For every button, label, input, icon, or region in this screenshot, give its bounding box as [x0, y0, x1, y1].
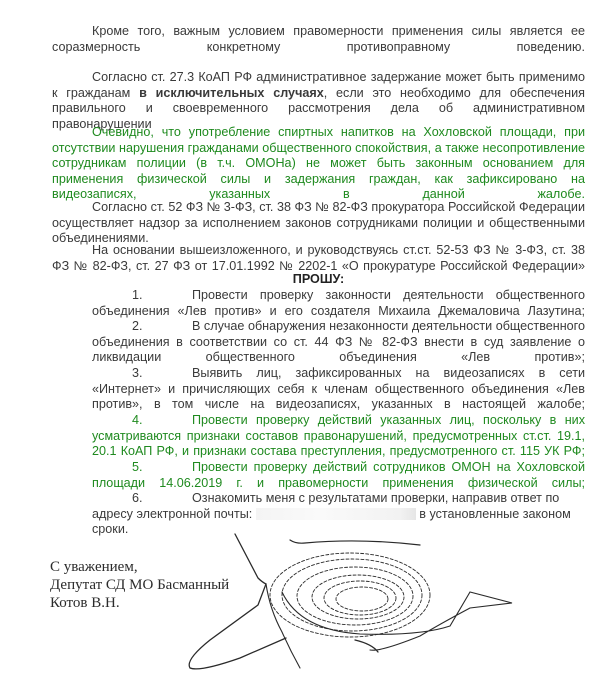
p2-post: , если это необходимо для обеспечения правильного и своевременного рассмотрения дела об административном правонарушении — [52, 85, 585, 131]
request-text: Провести проверку законности деятельности общественного объединения «Лев против» и его создателя Михаила Джемаловича Лазутина; — [92, 288, 585, 318]
paragraph-khokhlovskaya-highlight: Очевидно, что употребление спиртных напитков на Хохловской площади, при отсутствии нарушения гражданами общественного спокойствия, а также несопротивление сотрудникам полиции (в т.ч. ОМОНа) не может быть законным основанием для применения физической силы и задержания граждан, как зафиксировано на видеозаписях, указанных в данной жалобе. — [52, 125, 585, 201]
request-item-3 — [92, 366, 585, 413]
paragraph-koap-27-3 — [52, 70, 585, 132]
request-item-2 — [92, 319, 585, 366]
paragraph-legal-basis: На основании вышеизложенного, и руководствуясь ст.ст. 52-53 ФЗ № 3-ФЗ, ст. 38 ФЗ № 82-ФЗ, ст. 27 ФЗ от 17.01.1992 № 2202-1 «О прокуратуре Российской Федерации» — [52, 243, 585, 273]
request-number: 3. — [132, 366, 143, 380]
signature-title: Депутат СД МО Басманный — [50, 577, 230, 593]
request-text-pre: Ознакомить меня с результатами проверки, направив ответ по адресу электронной почты: — [92, 491, 560, 521]
paragraph-proportionality: Кроме того, важным условием правомерности применения силы является ее соразмерность конкретному противоправному поведению. — [52, 24, 585, 54]
request-number: 1. — [132, 288, 143, 302]
request-text-post: в установленные законом сроки. — [92, 506, 571, 536]
signature-name: Котов В.Н. — [50, 595, 120, 611]
handwritten-signature-icon — [0, 500, 616, 676]
request-text: В случае обнаружения незаконности деятельности общественного объединения в соответствии со ст. 44 ФЗ № 82-ФЗ внести в суд заявление о ликвидации общественного объединения «Лев против»; — [92, 319, 585, 364]
request-text: Провести проверку действий указанных лиц, поскольку в них усматриваются признаки составов правонарушений, предусмотренных ст.ст. 19.1, 20.1 КоАП РФ, и признаки состава преступления, предусмотренного ст. 115 УК РФ; — [92, 413, 585, 458]
request-item-1 — [92, 288, 585, 319]
request-number: 6. — [132, 491, 143, 505]
p2-pre: Согласно ст. 27.3 КоАП РФ административное задержание может быть применимо к гражданам — [52, 70, 585, 100]
p2-bold: в исключительных случаях — [139, 85, 324, 100]
request-number: 5. — [132, 460, 143, 474]
paragraph-prosecutor-oversight: Согласно ст. 52 ФЗ № 3-ФЗ, ст. 38 ФЗ № 82-ФЗ прокуратора Российской Федерации осуществляет надзор за исполнением законов сотрудниками полиции и общественными объединениями. — [52, 200, 585, 245]
request-text: Провести проверку действий сотрудников ОМОН на Хохловской площади 14.06.2019 г. и правомерности применения физической силы; — [92, 460, 585, 490]
request-number: 2. — [132, 319, 143, 333]
request-number: 4. — [132, 413, 143, 427]
signature-closing: С уважением, — [50, 559, 138, 575]
request-heading: ПРОШУ: — [292, 272, 345, 286]
request-item-4 — [92, 413, 585, 460]
request-item-5 — [92, 460, 585, 491]
request-text: Выявить лиц, зафиксированных на видеозаписях в сети «Интернет» и причисляющих себя к членам общественного объединения «Лев против», в том числе на видеозаписях, указанных в настоящей жалобе; — [92, 366, 585, 411]
